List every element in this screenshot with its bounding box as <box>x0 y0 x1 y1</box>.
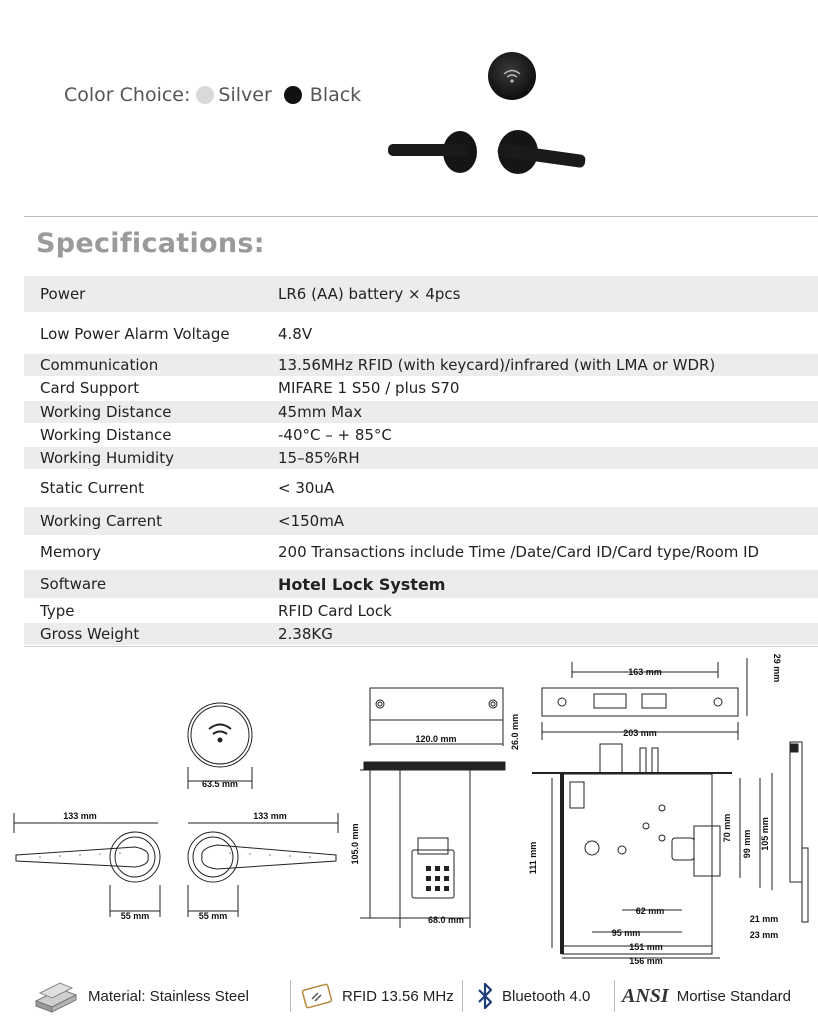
dim-case-151: 151 mm <box>629 942 663 952</box>
spec-label: Memory <box>40 543 102 561</box>
feature-bluetooth <box>472 978 590 1014</box>
silver-swatch[interactable] <box>196 86 214 104</box>
spec-label: Working Distance <box>40 403 172 421</box>
plate-drawing <box>350 680 530 930</box>
rfid-icon <box>300 981 334 1011</box>
dim-body-height: 105.0 mm <box>350 823 360 865</box>
spec-label: Gross Weight <box>40 625 140 643</box>
dim-rose-right: 55 mm <box>198 911 228 921</box>
steel-bar-icon <box>30 979 80 1013</box>
feature-rfid-label: RFID 13.56 MHz <box>342 987 454 1005</box>
spec-row <box>24 570 818 598</box>
dim-plate-width: 120.0 mm <box>415 734 457 744</box>
dim-faceplate-holes: 163 mm <box>628 667 662 677</box>
spec-label: Software <box>40 575 107 593</box>
dim-case-62: 62 mm <box>635 906 665 916</box>
black-swatch[interactable] <box>284 86 302 104</box>
spec-label: Working Humidity <box>40 449 174 467</box>
spec-label: Type <box>40 602 75 620</box>
feature-ansi <box>622 978 791 1014</box>
spec-value: 45mm Max <box>278 403 363 421</box>
table-bottom-line <box>24 646 818 647</box>
dim-side-21: 21 mm <box>749 914 779 924</box>
feature-separator <box>462 980 463 1012</box>
section-divider <box>24 216 818 217</box>
spec-row <box>24 377 818 399</box>
ansi-icon: ANSI <box>622 984 669 1007</box>
dim-plate-depth: 26.0 mm <box>510 713 520 751</box>
mortise-drawing <box>522 648 818 970</box>
spec-value: RFID Card Lock <box>278 602 392 620</box>
spec-value: 2.38KG <box>278 625 333 643</box>
dim-case-99: 99 mm <box>742 829 752 859</box>
feature-bluetooth-label: Bluetooth 4.0 <box>502 987 591 1005</box>
dim-body-width: 68.0 mm <box>427 915 465 925</box>
dim-handle-right: 133 mm <box>253 811 287 821</box>
color-option-black[interactable]: Black <box>309 84 362 106</box>
feature-separator <box>614 980 615 1012</box>
feature-separator <box>290 980 291 1012</box>
feature-ansi-label: Mortise Standard <box>676 987 791 1005</box>
dim-case-105: 105 mm <box>760 817 770 851</box>
product-photo <box>380 44 590 184</box>
dim-handle-left: 133 mm <box>63 811 97 821</box>
spec-row <box>24 424 818 446</box>
spec-value: 200 Transactions include Time /Date/Card ID/Card type/Room ID <box>278 543 760 561</box>
spec-row <box>24 623 818 645</box>
spec-value: MIFARE 1 S50 / plus S70 <box>278 379 460 397</box>
spec-row <box>24 447 818 469</box>
spec-row <box>24 401 818 423</box>
spec-row <box>24 471 818 505</box>
feature-material <box>30 978 249 1014</box>
spec-label: Power <box>40 285 86 303</box>
dim-case-70: 70 mm <box>722 813 732 843</box>
spec-value: Hotel Lock System <box>278 574 446 594</box>
spec-value: -40°C – + 85°C <box>278 426 392 444</box>
dim-side-23: 23 mm <box>749 930 779 940</box>
feature-rfid <box>300 978 454 1014</box>
dim-case-height-left: 111 mm <box>528 841 538 875</box>
spec-label: Low Power Alarm Voltage <box>40 325 230 343</box>
spec-label: Working Distance <box>40 426 172 444</box>
spec-row <box>24 600 818 622</box>
spec-value: LR6 (AA) battery × 4pcs <box>278 285 461 303</box>
spec-row <box>24 537 818 567</box>
dim-reader-diameter: 63.5 mm <box>201 779 239 789</box>
color-choice-label: Color Choice: <box>64 84 191 106</box>
spec-label: Card Support <box>40 379 140 397</box>
dim-case-156: 156 mm <box>629 956 663 966</box>
color-choice <box>64 84 361 106</box>
spec-value: 15–85%RH <box>278 449 360 467</box>
dim-faceplate-width: 29 mm <box>772 653 782 683</box>
handle-drawing <box>10 685 355 930</box>
spec-value: <150mA <box>278 512 345 530</box>
spec-value: < 30uA <box>278 479 335 497</box>
dim-case-95: 95 mm <box>611 928 641 938</box>
dim-rose-left: 55 mm <box>120 911 150 921</box>
specifications-title: Specifications: <box>36 228 265 259</box>
dim-faceplate-length: 203 mm <box>623 728 657 738</box>
spec-value: 4.8V <box>278 325 313 343</box>
spec-label: Static Current <box>40 479 144 497</box>
spec-label: Working Carrent <box>40 512 162 530</box>
spec-row <box>24 276 818 312</box>
spec-row <box>24 507 818 535</box>
spec-row <box>24 354 818 376</box>
spec-row <box>24 316 818 352</box>
feature-material-label: Material: Stainless Steel <box>88 987 249 1005</box>
spec-value: 13.56MHz RFID (with keycard)/infrared (with LMA or WDR) <box>278 356 716 374</box>
spec-label: Communication <box>40 356 159 374</box>
bluetooth-icon <box>472 981 498 1011</box>
color-option-silver[interactable]: Silver <box>218 84 272 106</box>
